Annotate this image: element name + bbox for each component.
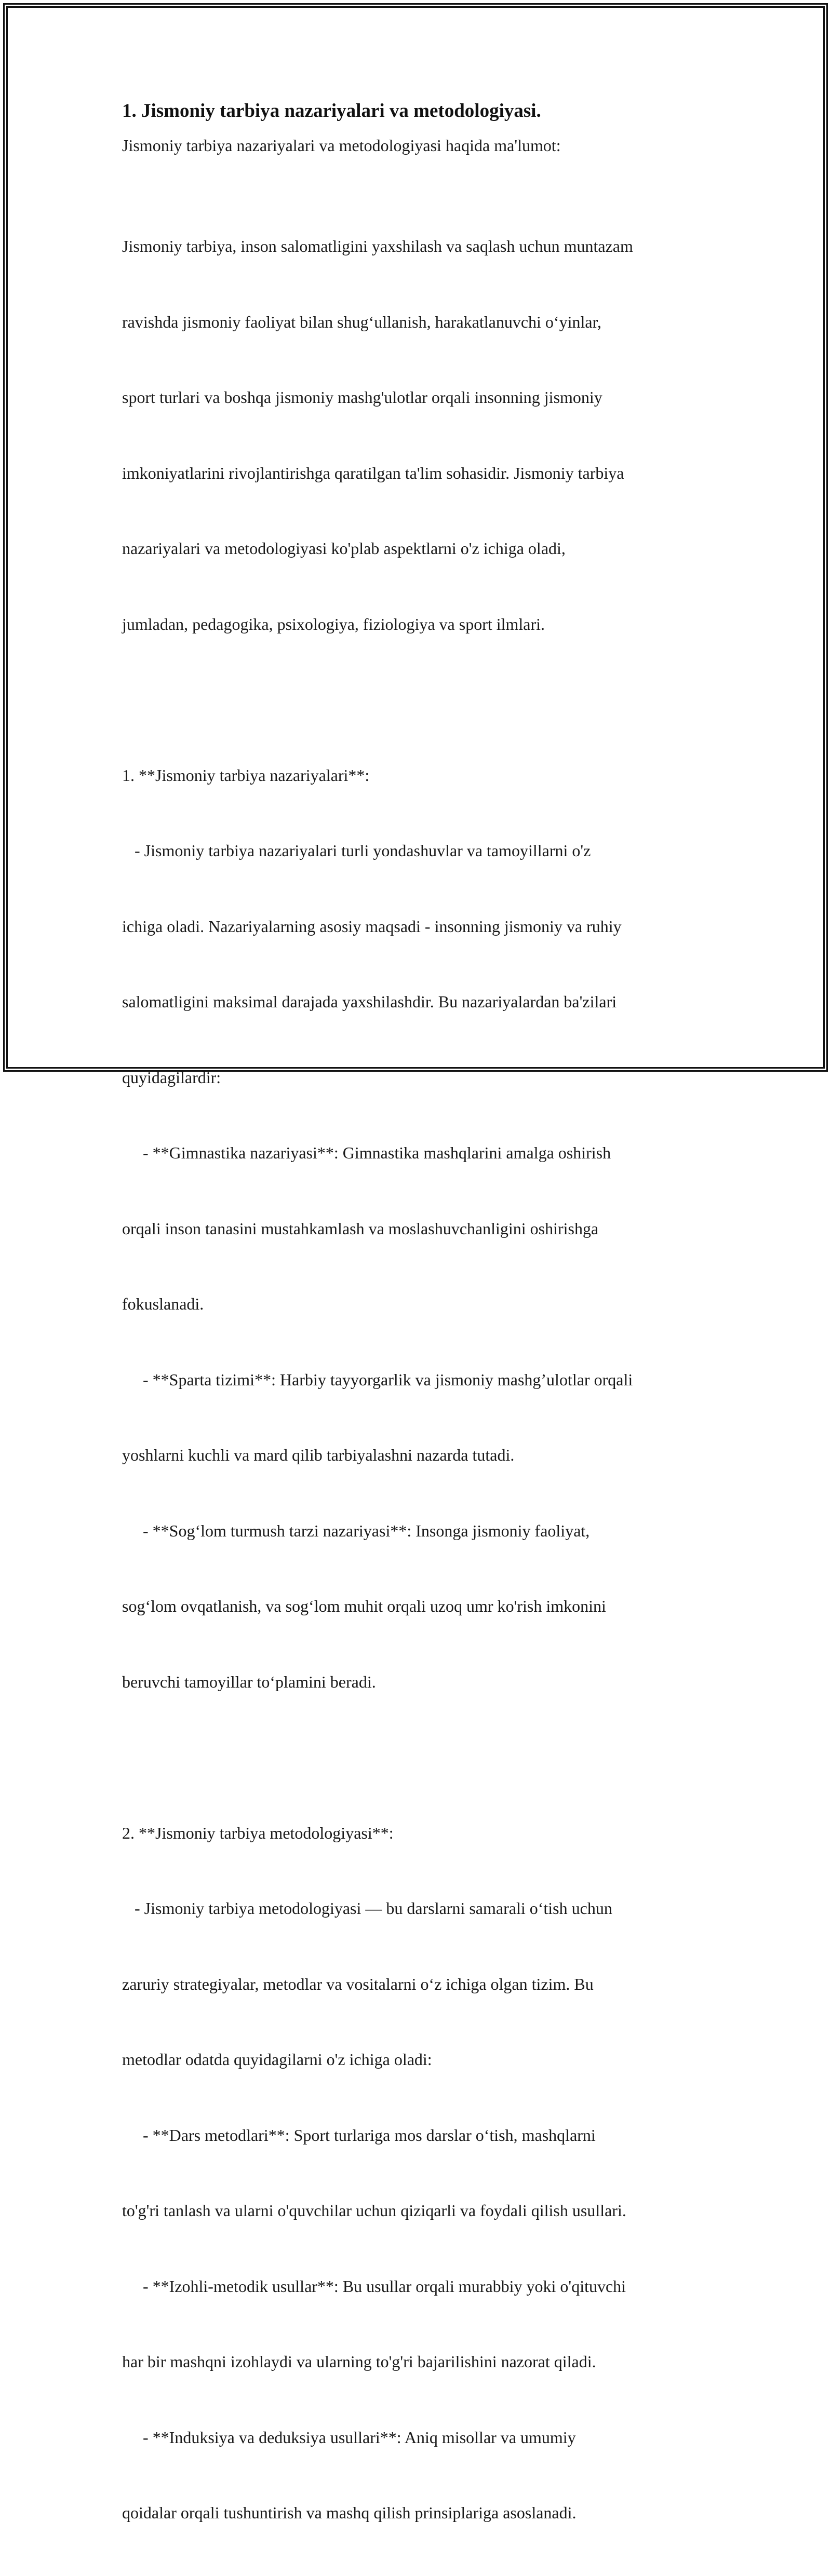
text-line: ichiga oladi. Nazariyalarning asosiy maqsadi - insonning jismoniy va ruhiy bbox=[122, 916, 622, 936]
text-line: ravishda jismoniy faoliyat bilan shug‘ullanish, harakatlanuvchi o‘yinlar, bbox=[122, 312, 601, 331]
list-item: - **Sog‘lom turmush tarzi nazariyasi**: Insonga jismoniy faoliyat, bbox=[122, 1521, 590, 1540]
list-item: - **Gimnastika nazariyasi**: Gimnastika mashqlarini amalga oshirish bbox=[122, 1143, 611, 1162]
text-line: quyidagilardir: bbox=[122, 1068, 221, 1087]
spacer bbox=[122, 158, 719, 184]
text-line: zaruriy strategiyalar, metodlar va vositalarni o‘z ichiga olgan tizim. Bu bbox=[122, 1974, 594, 1993]
text-line: yoshlarni kuchli va mard qilib tarbiyalashni nazarda tutadi. bbox=[122, 1446, 515, 1464]
list-item: - **Sparta tizimi**: Harbiy tayyorgarlik va jismoniy mashg’ulotlar orqali bbox=[122, 1370, 633, 1389]
document-body bbox=[122, 99, 719, 2576]
document-title: 1. Jismoniy tarbiya nazariyalari va metodologiyasi. bbox=[122, 100, 541, 122]
text-line: salomatligini maksimal darajada yaxshilashdir. Bu nazariyalardan ba'zilari bbox=[122, 992, 617, 1011]
section-heading: 1. **Jismoniy tarbiya nazariyalari**: bbox=[122, 765, 370, 785]
text-line: nazariyalari va metodologiyasi ko'plab aspektlarni o'z ichiga oladi, bbox=[122, 539, 566, 558]
text-line: sog‘lom ovqatlanish, va sog‘lom muhit orqali uzoq umr ko'rish imkonini bbox=[122, 1597, 606, 1615]
paragraph-1 bbox=[122, 183, 719, 687]
text-line: - Jismoniy tarbiya nazariyalari turli yondashuvlar va tamoyillarni o'z bbox=[122, 841, 591, 860]
text-line: metodlar odatda quyidagilarni o'z ichiga oladi: bbox=[122, 2050, 432, 2069]
spacer bbox=[122, 687, 719, 712]
text-line: orqali inson tanasini mustahkamlash va moslashuvchanligini oshirishga bbox=[122, 1219, 599, 1238]
section-heading: 2. **Jismoniy tarbiya metodologiyasi**: bbox=[122, 1823, 394, 1842]
text-line: jumladan, pedagogika, psixologiya, fiziologiya va sport ilmlari. bbox=[122, 614, 545, 633]
intro-line: Jismoniy tarbiya nazariyalari va metodologiyasi haqida ma'lumot: bbox=[122, 136, 561, 155]
text-line: har bir mashqni izohlaydi va ularning to'g'ri bajarilishini nazorat qiladi. bbox=[122, 2352, 596, 2371]
text-line: - Jismoniy tarbiya metodologiyasi — bu darslarni samarali o‘tish uchun bbox=[122, 1899, 612, 1918]
section-methodology bbox=[122, 1770, 719, 2576]
text-line: fokuslanadi. bbox=[122, 1294, 204, 1313]
text-line: imkoniyatlarini rivojlantirishga qaratilgan ta'lim sohasidir. Jismoniy tarbiya bbox=[122, 463, 624, 482]
text-line: to'g'ri tanlash va ularni o'quvchilar uchun qiziqarli va foydali qilish usullari. bbox=[122, 2201, 626, 2220]
section-theories bbox=[122, 712, 719, 1745]
text-line: beruvchi tamoyillar to‘plamini beradi. bbox=[122, 1672, 376, 1691]
text-line: Jismoniy tarbiya, inson salomatligini yaxshilash va saqlash uchun muntazam bbox=[122, 237, 633, 255]
text-line: qoidalar orqali tushuntirish va mashq qilish prinsiplariga asoslanadi. bbox=[122, 2503, 577, 2522]
list-item: - **Dars metodlari**: Sport turlariga mos darslar o‘tish, mashqlarni bbox=[122, 2125, 596, 2145]
list-item: - **Izohli-metodik usullar**: Bu usullar orqali murabbiy yoki o'qituvchi bbox=[122, 2276, 626, 2296]
spacer bbox=[122, 1745, 719, 1770]
text-line: sport turlari va boshqa jismoniy mashg'ulotlar orqali insonning jismoniy bbox=[122, 388, 602, 407]
list-item: - **Induksiya va deduksiya usullari**: Aniq misollar va umumiy bbox=[122, 2427, 576, 2447]
